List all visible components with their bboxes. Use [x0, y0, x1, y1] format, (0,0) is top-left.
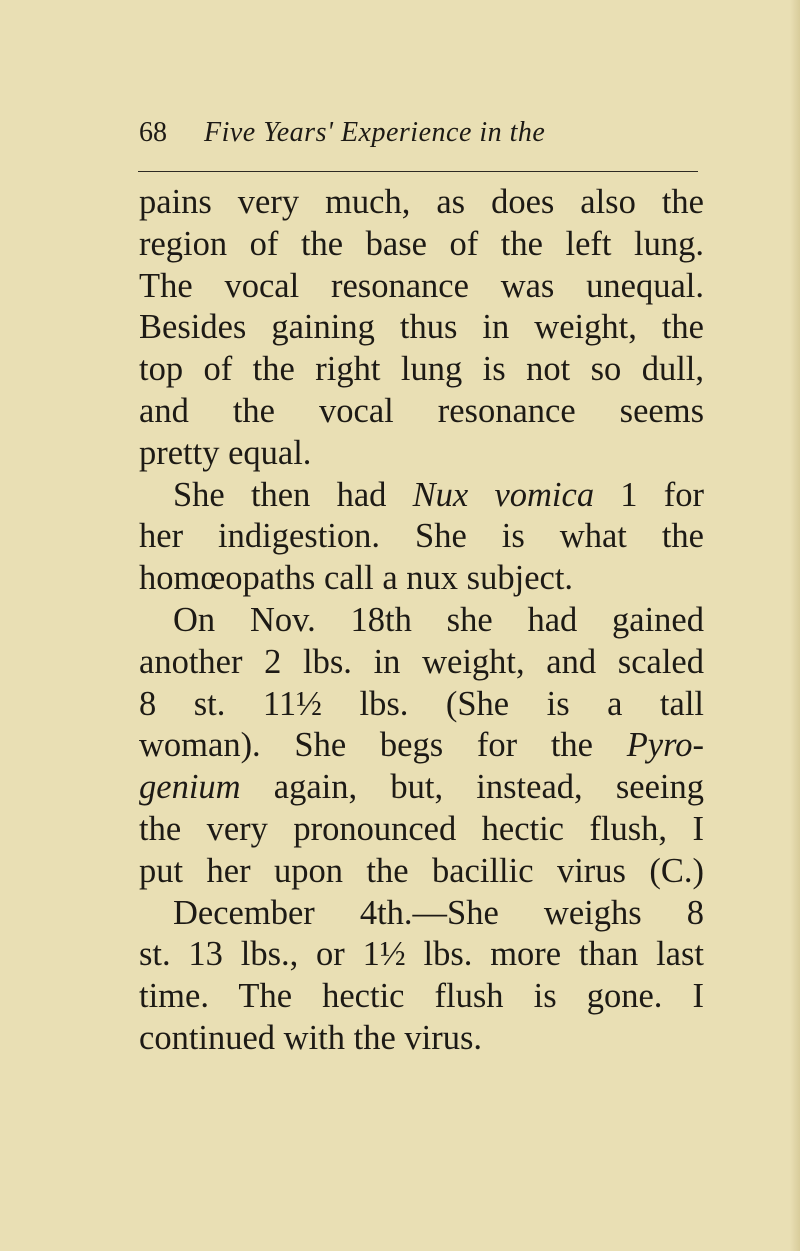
- text-line: On Nov. 18th she had gained: [173, 600, 704, 639]
- text-line: her indigestion. She is what the: [139, 517, 704, 556]
- text-line: another 2 lbs. in weight, and scaled: [139, 642, 704, 681]
- header-rule: [138, 171, 698, 172]
- text-line: [139, 475, 704, 517]
- text-line: continued with the virus.: [139, 1018, 483, 1057]
- text-line: pretty equal.: [139, 433, 312, 472]
- italic-run: genium: [139, 768, 241, 807]
- text-run: She then had: [173, 475, 413, 514]
- running-title: Five Years' Experience in the: [204, 117, 546, 148]
- text-line: top of the right lung is not so dull,: [139, 350, 704, 389]
- body-text: [139, 182, 704, 1060]
- text-line: 8 st. 11½ lbs. (She is a tall: [139, 684, 704, 723]
- text-line: st. 13 lbs., or 1½ lbs. more than last: [139, 935, 704, 974]
- text-line: Besides gaining thus in weight, the: [139, 308, 704, 347]
- text-line: [139, 767, 704, 809]
- text-line: and the vocal resonance seems: [139, 391, 704, 430]
- text-line: put her upon the bacillic virus (C.): [139, 851, 704, 890]
- text-run: again, but, instead, seeing: [240, 768, 704, 807]
- italic-run: Pyro-: [626, 726, 704, 765]
- text-line: [139, 725, 704, 767]
- text-line: The vocal resonance was unequal.: [139, 266, 704, 305]
- text-line: homœopaths call a nux subject.: [139, 559, 574, 598]
- text-line: December 4th.—She weighs 8: [173, 893, 704, 932]
- page-number: 68: [139, 117, 167, 148]
- italic-run: Nux vomica: [412, 475, 595, 514]
- text-line: time. The hectic flush is gone. I: [139, 977, 704, 1016]
- page-edge: [790, 0, 800, 1251]
- text-line: the very pronounced hectic flush, I: [139, 809, 704, 848]
- running-header: [139, 113, 699, 153]
- text-run: 1 for: [594, 475, 705, 514]
- text-line: pains very much, as does also the: [139, 183, 704, 221]
- text-line: region of the base of the left lung.: [139, 224, 704, 263]
- text-run: woman). She begs for the: [139, 726, 627, 765]
